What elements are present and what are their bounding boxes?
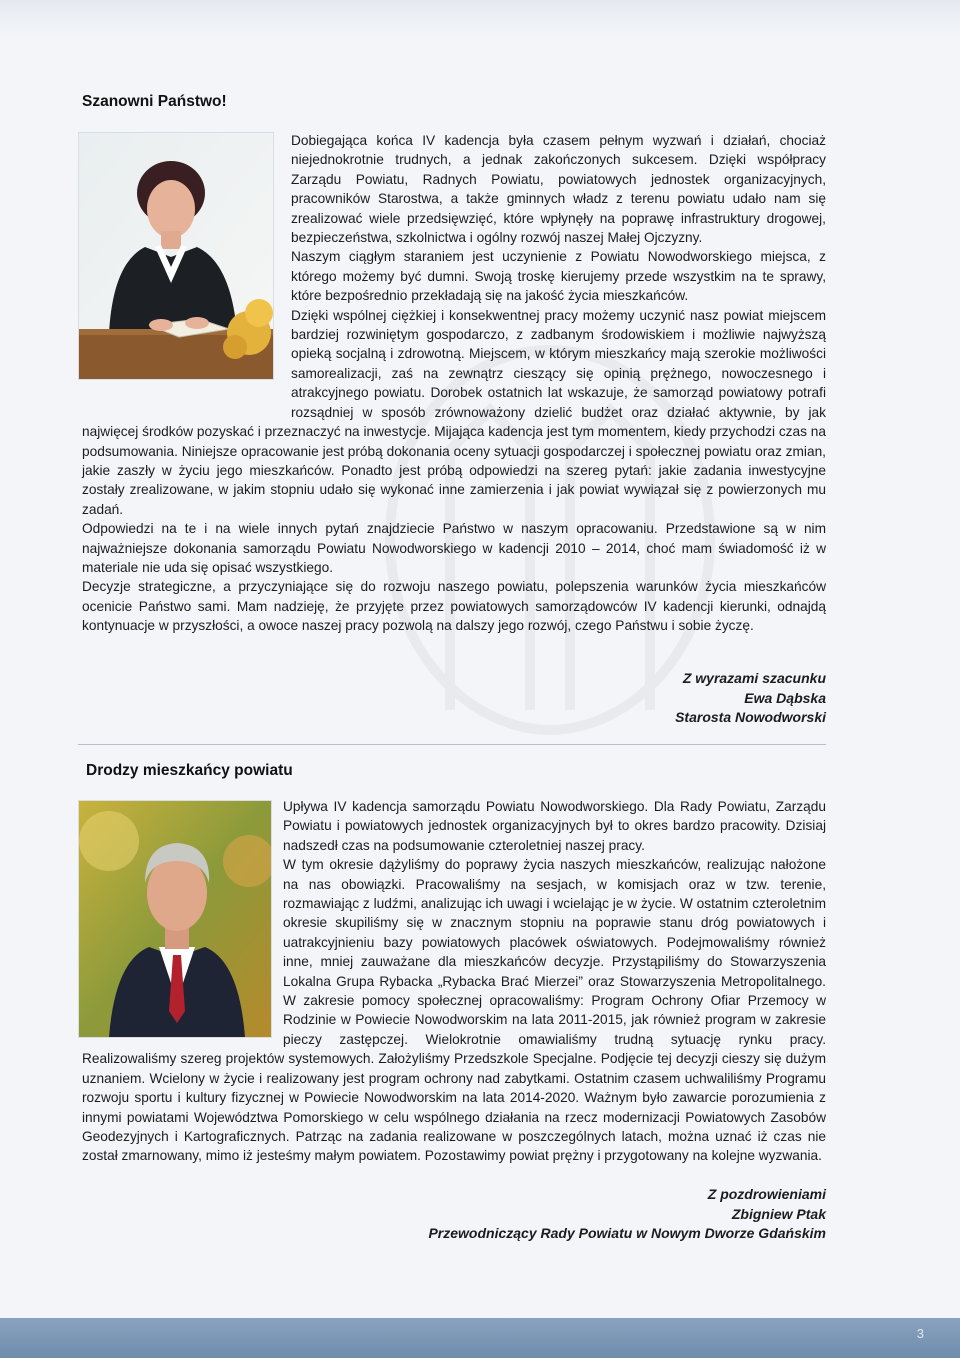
photo1-spacer (82, 131, 291, 409)
signature1-line-3: Starosta Nowodworski (675, 709, 826, 725)
section1-body (82, 131, 826, 636)
section2-body (82, 797, 826, 1166)
footer-band (0, 1318, 960, 1358)
header-band (0, 0, 960, 36)
section1-paragraph-4: Odpowiedzi na te i na wiele innych pytań znajdziecie Państwo w naszym opracowaniu. Przedstawione są w nim najważniejsze dokonania samorządu Powiatu Nowodworskiego w kadencji 2010 – 2014, choć mam świadomość iż w materiale nie uda się opisać wszystkiego. (82, 521, 826, 575)
section2-paragraph-1: Upływa IV kadencja samorządu Powiatu Nowodworskiego. Dla Rady Powiatu, Zarządu Powiatu i powiatowych jednostek organizacyjnych był to okres bardzo pracowity. Dzisiaj nadszedł czas na podsumowanie czteroletniej naszej pracy. (283, 799, 826, 853)
page-number: 3 (916, 1326, 924, 1341)
section1-paragraph-2: Naszym ciągłym staraniem jest uczynienie z Powiatu Nowodworskiego miejsca, z którego możemy być dumni. Swoją troskę kierujemy przede wszystkim na te sprawy, które bezpośrednio przekładają się na jakość życia mieszkańców. (291, 249, 826, 304)
section-divider (78, 744, 826, 745)
section1-heading: Szanowni Państwo! (82, 93, 227, 110)
section1-paragraph-5: Decyzje strategiczne, a przyczyniające się do rozwoju naszego powiatu, polepszenia warunków życia mieszkańców ocenicie Państwo sami. Mam nadzieję, że przyjęte przez powiatowych samorządowców IV kadencji kierunki, odnajdą kontynuacje w przyszłości, a owoce naszej pracy pozwolą na dalszy jego rozwój, czego Państwu i sobie życzę. (82, 579, 826, 634)
signature1-line-1: Z wyrazami szacunku (682, 670, 826, 686)
section1-paragraph-3: Dzięki wspólnej ciężkiej i konsekwentnej pracy możemy uczynić nasz powiat miejscem bardziej rozwiniętym gospodarczo, z zadbanym środowiskiem i możliwie najwyższą opieką socjalną i zdrowotną. Miejscem, w którym mieszkańcy mają szerokie możliwości samorealizacji, zaś na zewnątrz cieszący się opinią prężnego, nowoczesnego i atrakcyjnego powiatu. Dorobek ostatnich lat wskazuje, że samorząd powiatowy potrafi rozsądniej w sposób zrównoważony dzielić budżet oraz działać aktywnie, by jak najwięcej środków pozyskać i przeznaczyć na inwestycje. Mijająca kadencja jest tym momentem, kiedy przychodzi czas na podsumowania. Niniejsze opracowanie jest próbą dokonania oceny sytuacji gospodarczej i społecznej powiatu oraz zmian, jakie zaszły w życiu jego mieszkańców. Ponadto jest próbą odpowiedzi na szereg pytań: jakie zadania inwestycyjne zostały zrealizowane, w jakim stopniu udało się wykonać inne zamierzenia i jak powiat wywiązał się z powierzonych mu zadań. (82, 307, 826, 517)
signature2-line-3: Przewodniczący Rady Powiatu w Nowym Dworze Gdańskim (428, 1225, 826, 1241)
signature2-line-2: Zbigniew Ptak (731, 1205, 826, 1222)
section2-signature (428, 1185, 826, 1244)
signature2-line-1: Z pozdrowieniami (707, 1186, 826, 1202)
signature1-line-2: Ewa Dąbska (744, 689, 826, 706)
section2-paragraph-2: W tym okresie dążyliśmy do poprawy życia naszych mieszkańców, realizując nałożone na nas obowiązki. Pracowaliśmy na sesjach, w komisjach oraz w tzw. terenie, rozmawiając z ludźmi, analizując ich uwagi i wcielając je w życie. W ostatnim czteroletnim okresie skupiliśmy się w znacznym stopniu na poprawie stanu dróg powiatowych i uatrakcyjnieniu bazy powiatowych placówek oświatowych. Podejmowaliśmy również inne, mniej zauważane dla mieszkańców decyzje. Przystąpiliśmy do Stowarzyszenia Lokalna Grupa Rybacka „Rybacka Brać Mierzei” oraz Stowarzyszenia Metropolitalnego. W zakresie pomocy społecznej opracowaliśmy: Program Ochrony Ofiar Przemocy w Rodzinie w Powiecie Nowodworskim na lata 2011-2015, jak również program w zakresie pieczy zastępczej. Wielokrotnie omawialiśmy trudną sytuację rynku pracy. Realizowaliśmy szereg projektów systemowych. Założyliśmy Przedszkole Specjalne. Podjęcie tej decyzji cieszy się dużym uznaniem. Wcielony w życie i realizowany jest program ochrony nad zabytkami. Ostatnim czasem uchwaliliśmy Programu rozwoju sportu i kultury fizycznej w Powiecie Nowodworskim na lata 2014-2020. Ważnym było zawarcie porozumienia z innymi powiatami Województwa Pomorskiego w celu wspólnego działania na rzecz modernizacji Powiatowych Zasobów Geodezyjnych i Kartograficznych. Patrząc na zadania realizowane w poszczególnych latach, można uznać iż czas nie został zmarnowany, mimo iż jesteśmy małym powiatem. Pozostawimy powiat prężny i przygotowany na kolejne wyzwania. (82, 857, 826, 1164)
photo2-spacer (82, 797, 283, 1047)
section2-heading: Drodzy mieszkańcy powiatu (86, 762, 293, 779)
section1-signature (675, 669, 826, 728)
section1-paragraph-1: Dobiegająca końca IV kadencja była czasem pełnym wyzwań i działań, chociaż niejednokrotnie trudnych, a jednak zakończonych sukcesem. Dzięki współpracy Zarządu Powiatu, Radnych Powiatu, powiatowych jednostek organizacyjnych, pracowników Starostwa, a także gminnych władz z terenu powiatu udało nam się zrealizować wiele przedsięwzięć, które wpłynęły na poprawę infrastruktury drogowej, bezpieczeństwa, szkolnictwa i ogólny rozwój naszej Małej Ojczyzny. (291, 133, 826, 246)
